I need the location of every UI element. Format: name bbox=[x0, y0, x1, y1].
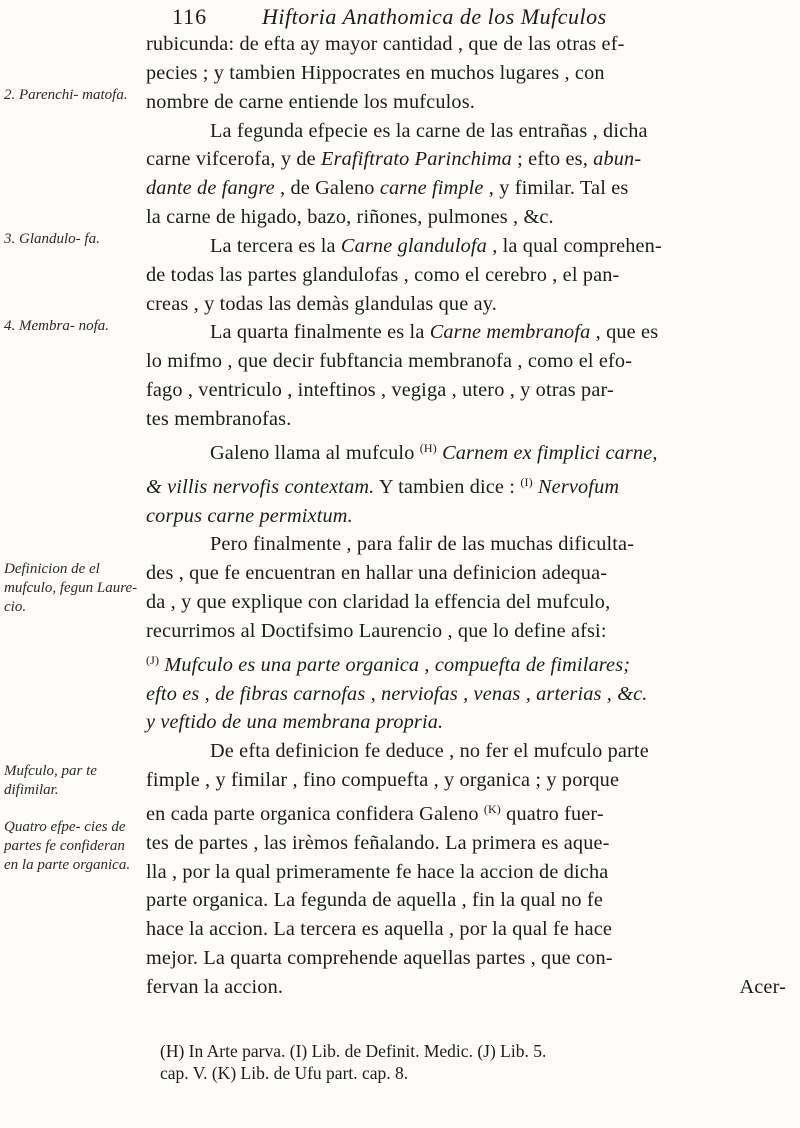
margin-note-membranosa: 4. Membra- nofa. bbox=[4, 318, 109, 334]
running-title: Hiftoria Anathomica de los Mufculos bbox=[262, 4, 607, 29]
text-line: tes de partes , las irèmos feñalando. La primera es aque- bbox=[146, 831, 610, 854]
text-line: La tercera es la Carne glandulofa , la qual comprehen- bbox=[210, 234, 662, 257]
text-line: Pero finalmente , para falir de las muchas dificulta- bbox=[210, 533, 635, 556]
text-line: La fegunda efpecie es la carne de las entrañas , dicha bbox=[210, 119, 648, 142]
text-line: La quarta finalmente es la Carne membranofa , que es bbox=[210, 321, 659, 344]
page-number: 116 bbox=[172, 4, 208, 29]
footnote-ref-i: (I) bbox=[520, 474, 533, 489]
text-line: y veftido de una membrana propria. bbox=[146, 711, 444, 734]
margin-note-quatro-especies: Quatro efpe- cies de partes fe confideran en la parte organica. bbox=[4, 819, 131, 873]
text-line: fervan la accion. Acer- bbox=[146, 973, 786, 1002]
text-line: parte organica. La fegunda de aquella , fin la qual no fe bbox=[146, 889, 603, 912]
text-line: mejor. La quarta comprehende aquellas partes , que con- bbox=[146, 947, 613, 970]
text-line: des , que fe encuentran en hallar una definicion adequa- bbox=[146, 562, 608, 585]
footnote-ref-h: (H) bbox=[419, 440, 437, 455]
footnote-ref-k: (K) bbox=[483, 801, 501, 816]
body-text bbox=[146, 30, 786, 1002]
text-line: Galeno llama al mufculo $^{(H)}$ Carnem ex fimplici carne, bbox=[210, 440, 658, 464]
text-line: carne vifcerofa, y de Erafiftrato Parinchima ; efto es, abun- bbox=[146, 148, 642, 171]
text-line: fimple , y fimilar , fino compuefta , y organica ; y porque bbox=[146, 769, 620, 792]
footnote-line: (H) In Arte parva. (I) Lib. de Definit. Medic. (J) Lib. 5. bbox=[160, 1041, 547, 1061]
footnote-ref-j: (J) bbox=[146, 652, 160, 667]
footnotes bbox=[160, 1040, 790, 1084]
footnote-line: cap. V. (K) Lib. de Ufu part. cap. 8. bbox=[160, 1063, 409, 1083]
text-line: dante de fangre , de Galeno carne fimple , y fimilar. Tal es bbox=[146, 177, 629, 200]
text-line: fago , ventriculo , inteftinos , vegiga , utero , y otras par- bbox=[146, 379, 614, 402]
text-line: la carne de higado, bazo, riñones, pulmones , &c. bbox=[146, 206, 554, 229]
text-line: da , y que explique con claridad la effencia del mufculo, bbox=[146, 591, 611, 614]
text-line: recurrimos al Doctifsimo Laurencio , que lo define afsi: bbox=[146, 619, 607, 642]
text-line: pecies ; y tambien Hippocrates en muchos lugares , con bbox=[146, 61, 605, 84]
text-line: corpus carne permixtum. bbox=[146, 504, 353, 527]
text-line: hace la accion. La tercera es aquella , por la qual fe hace bbox=[146, 918, 613, 941]
catchword: Acer- bbox=[739, 976, 786, 998]
text-line: en cada parte organica confidera Galeno $^{(K)}$ quatro fuer- bbox=[146, 801, 604, 825]
margin-note-definicion: Definicion de el mufculo, fegun Laure- cio. bbox=[4, 561, 138, 615]
text-line: $^{(J)}$ Mufculo es una parte organica , compuefta de fimilares; bbox=[146, 652, 631, 676]
text-line: creas , y todas las demàs glandulas que ay. bbox=[146, 292, 497, 315]
text-line: rubicunda: de efta ay mayor cantidad , que de las otras ef- bbox=[146, 33, 625, 55]
text-line: & villis nervofis contextam. Y tambien dice : $^{(I)}$ Nervofum bbox=[146, 474, 620, 498]
margin-note-parenchimatosa: 2. Parenchi- matofa. bbox=[4, 87, 128, 103]
margin-note-parte-disimilar: Mufculo, par te difimilar. bbox=[4, 763, 97, 798]
margin-note-glandulosa: 3. Glandulo- fa. bbox=[4, 231, 100, 247]
text-line: lla , por la qual primeramente fe hace la accion de dicha bbox=[146, 860, 609, 883]
text-line: efto es , de fibras carnofas , nerviofas , venas , arterias , &c. bbox=[146, 682, 648, 705]
text-line: De efta definicion fe deduce , no fer el mufculo parte bbox=[210, 740, 649, 763]
text-line: nombre de carne entiende los mufculos. bbox=[146, 90, 475, 113]
text-line: tes membranofas. bbox=[146, 407, 292, 430]
text-line: lo mifmo , que decir fubftancia membranofa , como el efo- bbox=[146, 350, 633, 373]
running-head bbox=[0, 2, 800, 32]
text-line: de todas las partes glandulofas , como el cerebro , el pan- bbox=[146, 263, 620, 286]
